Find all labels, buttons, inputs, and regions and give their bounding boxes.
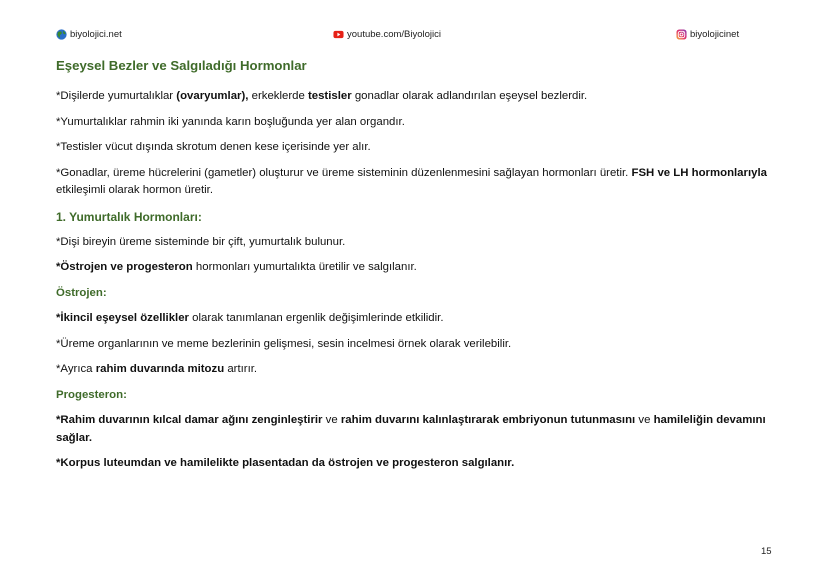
header-site-label: biyolojici.net — [70, 29, 122, 40]
page-title: Eşeysel Bezler ve Salgıladığı Hormonlar — [56, 58, 307, 73]
paragraph-ovaries: *Yumurtalıklar rahmin iki yanında karın boşluğunda yer alan organdır. — [56, 115, 405, 128]
section-heading-ovarian-hormones: 1. Yumurtalık Hormonları: — [56, 209, 202, 224]
paragraph-secondary-traits: *İkincil eşeysel özellikler olarak tanımlanan ergenlik değişimlerinde etkilidir. — [56, 312, 444, 324]
paragraph-testes: *Testisler vücut dışında skrotum denen kese içerisinde yer alır. — [56, 141, 371, 153]
youtube-icon — [333, 29, 344, 40]
header-instagram-label: biyolojicinet — [690, 29, 740, 40]
paragraph-development: *Üreme organlarının ve meme bezlerinin gelişmesi, sesin incelmesi örnek olarak verilebilir. — [56, 337, 512, 350]
subheading-progesterone: Progesteron: — [56, 388, 127, 401]
document-body — [56, 56, 768, 481]
paragraph-mitosis: *Ayrıca rahim duvarında mitozu artırır. — [56, 363, 258, 375]
header-instagram[interactable] — [676, 29, 739, 40]
header-youtube-label: youtube.com/Biyolojici — [347, 29, 441, 40]
paragraph-gonads: *Dişilerde yumurtalıklar (ovaryumlar), erkeklerde testisler gonadlar olarak adlandırılan eşeysel bezlerdir. — [56, 90, 588, 102]
paragraph-gonad-function: *Gonadlar, üreme hücrelerini (gametler) oluşturur ve üreme sisteminin düzenlenmesini sağlayan hormonları üretir. FSH ve LH hormonlarıyla etkileşimli olarak hormon üretir. — [56, 166, 767, 196]
paragraph-corpus-luteum: *Korpus luteumdan ve hamilelikte plasentadan da östrojen ve progesteron salgılanır. — [56, 457, 515, 469]
page-number: 15 — [761, 546, 772, 557]
globe-icon — [56, 29, 67, 40]
paragraph-hormone-production: *Östrojen ve progesteron hormonları yumurtalıkta üretilir ve salgılanır. — [56, 261, 417, 273]
header-youtube[interactable] — [333, 29, 441, 40]
paragraph-uterine-wall: *Rahim duvarının kılcal damar ağını zenginleştirir ve rahim duvarını kalınlaştırarak embriyonun tutunmasını ve hamileliğin devamını sağlar. — [56, 414, 766, 444]
paragraph-pair-ovary: *Dişi bireyin üreme sisteminde bir çift, yumurtalık bulunur. — [56, 235, 346, 248]
subheading-estrogen: Östrojen: — [56, 286, 107, 299]
header-site[interactable] — [56, 29, 122, 40]
instagram-icon — [676, 29, 687, 40]
